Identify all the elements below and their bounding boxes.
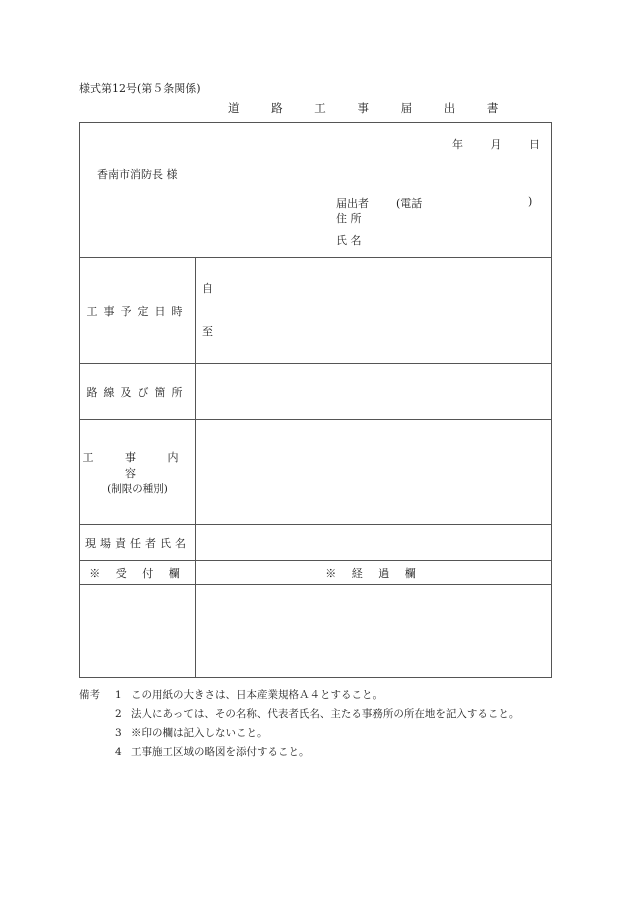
content-label — [80, 420, 196, 525]
progress-label: ※ 経 過 欄 — [196, 561, 552, 585]
address-label: 住 所 — [336, 212, 362, 225]
notes-head: 備考 — [79, 689, 100, 701]
addressee: 香南市消防長 様 — [97, 168, 178, 181]
phone-label: (電話 — [396, 197, 423, 210]
content-label-sub: (制限の種別) — [107, 482, 168, 495]
manager-field[interactable] — [196, 525, 552, 561]
reception-label: ※ 受 付 欄 — [80, 561, 196, 585]
schedule-to: 至 — [202, 325, 213, 338]
note-item: 4 工事施工区域の略図を添付すること。 — [115, 746, 310, 758]
applicant-section — [80, 123, 552, 258]
form-title: 道 路 工 事 届 出 書 — [228, 101, 513, 115]
route-label: 路線及び箇所 — [80, 364, 196, 420]
name-label: 氏 名 — [336, 234, 362, 247]
note-item: 2 法人にあっては、その名称、代表者氏名、主たる事務所の所在地を記入すること。 — [115, 708, 520, 720]
content-field[interactable] — [196, 420, 552, 525]
phone-close: ) — [528, 195, 533, 208]
note-item: 3 ※印の欄は記入しないこと。 — [115, 727, 268, 739]
content-row — [80, 420, 552, 525]
manager-row — [80, 525, 552, 561]
route-row — [80, 364, 552, 420]
progress-field — [196, 585, 552, 678]
schedule-row — [80, 258, 552, 364]
route-field[interactable] — [196, 364, 552, 420]
schedule-label: 工事予定日時 — [80, 258, 196, 364]
content-label-main: 工 事 内 容 — [82, 450, 193, 480]
notes — [79, 686, 551, 762]
submitter-label: 届出者 — [336, 197, 369, 210]
form-number: 様式第12号(第５条関係) — [79, 82, 201, 95]
office-header-row — [80, 561, 552, 585]
reception-field — [80, 585, 196, 678]
manager-label: 現場責任者氏名 — [80, 525, 196, 561]
office-row — [80, 585, 552, 678]
schedule-from: 自 — [202, 282, 213, 295]
form-table — [79, 122, 552, 678]
date-field[interactable]: 年 月 日 — [452, 138, 552, 151]
note-item: 備考 1 この用紙の大きさは、日本産業規格Ａ４とすること。 — [79, 686, 551, 705]
